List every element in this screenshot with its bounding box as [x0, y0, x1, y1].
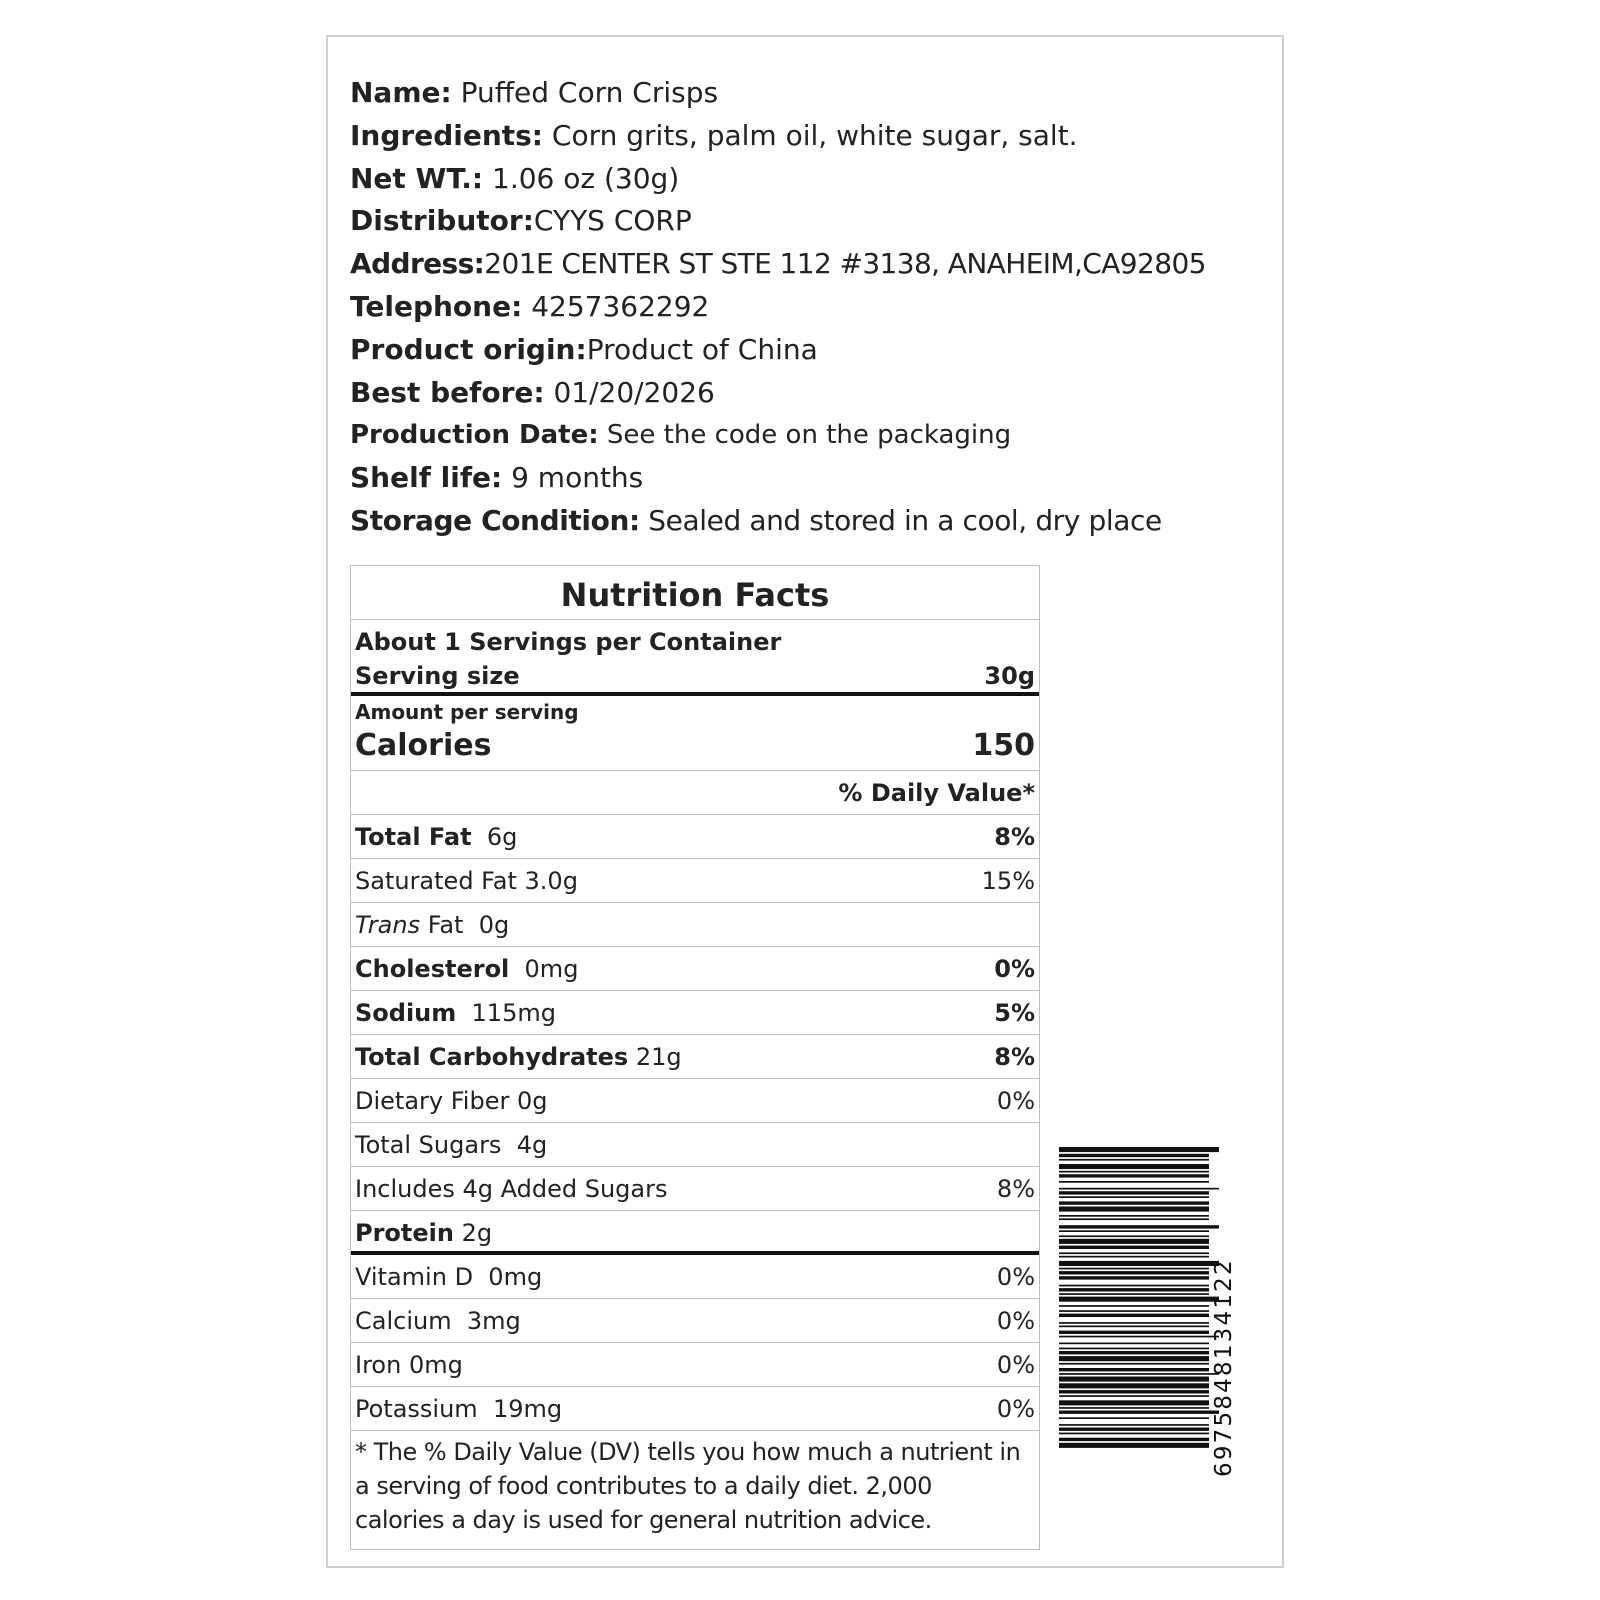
nutrient-label: Fat 0g: [420, 911, 510, 939]
nutrient-row-calcium: [351, 1299, 1039, 1343]
barcode-bar: [1059, 1164, 1209, 1169]
nutrient-label: Cholesterol: [355, 955, 510, 983]
barcode-bar: [1059, 1181, 1209, 1183]
footnote-line: calories a day is used for general nutrition advice.: [355, 1506, 932, 1534]
barcode-bar: [1059, 1395, 1209, 1397]
barcode-bar: [1059, 1191, 1209, 1194]
nutrient-amount: 2g: [453, 1219, 493, 1247]
nutrient-label: Vitamin D 0mg: [355, 1263, 543, 1291]
barcode-bar: [1059, 1443, 1209, 1448]
barcode-bar: [1059, 1331, 1209, 1334]
nutrition-facts-panel: [350, 565, 1040, 1550]
barcode-bar: [1059, 1288, 1209, 1291]
nutrient-row-dietary-fiber: [351, 1079, 1039, 1123]
barcode-bar: [1059, 1174, 1209, 1177]
info-telephone: Telephone: 4257362292: [350, 289, 710, 323]
info-net-weight: Net WT.: 1.06 oz (30g): [350, 161, 680, 195]
barcode-bar: [1059, 1276, 1209, 1279]
nutrient-label: Total Fat: [355, 823, 472, 851]
nutrient-label: Saturated Fat 3.0g: [355, 867, 578, 895]
info-production-date: Production Date: See the code on the packaging: [350, 420, 1012, 451]
barcode-bar: [1059, 1268, 1209, 1270]
info-name: Name: Puffed Corn Crisps: [350, 76, 719, 109]
info-shelf-life: Shelf life: 9 months: [350, 461, 644, 495]
barcode-bar: [1059, 1252, 1209, 1254]
nutrient-row-total-sugars: [351, 1123, 1039, 1167]
barcode-bar: [1059, 1351, 1209, 1354]
barcode-bar: [1059, 1256, 1209, 1258]
nutrient-dv: 0%: [996, 1395, 1035, 1423]
servings-per-container: About 1 Servings per Container: [355, 628, 782, 656]
daily-value-header: % Daily Value*: [838, 779, 1035, 807]
barcode-bar: [1059, 1230, 1209, 1232]
info-best-before: Best before: 01/20/2026: [350, 375, 715, 409]
info-distributor: Distributor:CYYS CORP: [350, 204, 692, 238]
barcode-bar: [1059, 1285, 1209, 1287]
barcode-bar: [1059, 1154, 1209, 1157]
barcode-bar: [1059, 1411, 1219, 1414]
barcode-bar: [1059, 1390, 1209, 1393]
nutrient-row-protein: [351, 1211, 1039, 1255]
nutrient-label: Includes 4g Added Sugars: [355, 1175, 668, 1203]
info-address: Address:201E CENTER ST STE 112 #3138, ANAHEIM,CA92805: [350, 247, 1206, 281]
barcode-bar: [1059, 1433, 1209, 1435]
calories-section: [351, 696, 1039, 771]
barcode-bar: [1059, 1293, 1209, 1295]
nutrient-label: Total Sugars 4g: [355, 1131, 548, 1159]
nutrient-dv: 0%: [996, 1263, 1035, 1291]
nutrient-dv: 8%: [994, 823, 1035, 851]
nutrient-row-vitamin-d: [351, 1255, 1039, 1299]
barcode-bar: [1059, 1261, 1219, 1266]
barcode-bar: [1059, 1218, 1209, 1220]
nutrient-label: Protein: [355, 1219, 454, 1247]
nutrient-label: Potassium 19mg: [355, 1395, 563, 1423]
barcode-bar: [1059, 1271, 1209, 1274]
servings-section: [351, 620, 1039, 696]
nutrient-row-total-fat: [351, 815, 1039, 859]
barcode-bar: [1059, 1235, 1209, 1237]
barcode-bar: [1059, 1383, 1209, 1388]
nutrient-row-trans-fat: [351, 903, 1039, 947]
barcode-digits: 6975848134122: [1211, 1258, 1237, 1477]
nutrient-row-total-carbohydrates: [351, 1035, 1039, 1079]
barcode-bar: [1059, 1400, 1209, 1405]
barcode-bar: [1059, 1171, 1209, 1173]
barcode-bar: [1059, 1438, 1209, 1441]
nutrient-row-cholesterol: [351, 947, 1039, 991]
nutrient-label: Dietary Fiber 0g: [355, 1087, 548, 1115]
amount-per-serving: Amount per serving: [355, 700, 579, 724]
barcode-bar: [1059, 1196, 1209, 1198]
calories-label: Calories: [355, 728, 492, 763]
calories-value: 150: [972, 728, 1035, 763]
info-product-origin: Product origin:Product of China: [350, 332, 818, 366]
barcode-bar: [1059, 1356, 1209, 1361]
barcode-bar: [1059, 1201, 1209, 1204]
barcode-bar: [1059, 1215, 1209, 1217]
nutrient-label: Sodium: [355, 999, 457, 1027]
nutrient-label: Total Carbohydrates: [355, 1043, 629, 1071]
barcode-bar: [1059, 1336, 1219, 1338]
nutrient-dv: 0%: [996, 1087, 1035, 1115]
nutrient-row-saturated-fat: [351, 859, 1039, 903]
nutrient-row-sodium: [351, 991, 1039, 1035]
barcode-bar: [1059, 1377, 1209, 1382]
barcode-bar: [1059, 1188, 1219, 1190]
barcode-bar: [1059, 1373, 1219, 1375]
barcode-bar: [1059, 1225, 1219, 1228]
product-label: [326, 35, 1284, 1568]
barcode-bar: [1059, 1348, 1209, 1350]
barcode-bar: [1059, 1363, 1209, 1365]
nutrient-label: Iron 0mg: [355, 1351, 463, 1379]
barcode-bar: [1059, 1314, 1209, 1317]
daily-value-footnote: [351, 1431, 1039, 1537]
barcode: [1059, 1147, 1249, 1477]
daily-value-header-row: [351, 771, 1039, 815]
barcode-bar: [1059, 1207, 1209, 1212]
barcode-bar: [1059, 1159, 1209, 1161]
barcode-bar: [1059, 1368, 1209, 1371]
nutrient-dv: 0%: [996, 1307, 1035, 1335]
nutrient-row-potassium: [351, 1387, 1039, 1431]
footnote-line: * The % Daily Value (DV) tells you how much a nutrient in: [355, 1438, 1021, 1466]
nutrient-dv: 0%: [996, 1351, 1035, 1379]
barcode-bar: [1059, 1343, 1209, 1345]
nutrient-amount: 6g: [471, 823, 518, 851]
barcode-bars: [1059, 1147, 1219, 1448]
serving-size-value: 30g: [984, 662, 1035, 690]
nutrient-amount: 0mg: [509, 955, 579, 983]
barcode-bar: [1059, 1246, 1209, 1249]
serving-size-label: Serving size: [355, 662, 520, 690]
nutrient-row-added-sugars: [351, 1167, 1039, 1211]
barcode-bar: [1059, 1428, 1209, 1431]
barcode-bar: [1059, 1310, 1209, 1312]
nutrient-label: Calcium 3mg: [355, 1307, 521, 1335]
nutrient-row-iron: [351, 1343, 1039, 1387]
footnote-line: a serving of food contributes to a daily diet. 2,000: [355, 1472, 932, 1500]
barcode-bar: [1059, 1417, 1209, 1419]
product-info: [350, 73, 1270, 544]
nutrient-dv: 0%: [994, 955, 1035, 983]
nutrient-dv: 5%: [994, 999, 1035, 1027]
nutrient-dv: 8%: [994, 1043, 1035, 1071]
info-storage-condition: Storage Condition: Sealed and stored in a cool, dry place: [350, 503, 1162, 537]
nutrition-facts-title: Nutrition Facts: [351, 566, 1039, 620]
barcode-bar: [1059, 1239, 1209, 1244]
barcode-bar: [1059, 1322, 1209, 1324]
nutrient-dv: 15%: [981, 867, 1035, 895]
barcode-bar: [1059, 1424, 1209, 1426]
nutrient-dv: 8%: [996, 1175, 1035, 1203]
info-ingredients: Ingredients: Corn grits, palm oil, white sugar, salt.: [350, 118, 1078, 152]
barcode-bar: [1059, 1407, 1209, 1409]
nutrient-amount: 115mg: [456, 999, 556, 1027]
nutrient-amount: 21g: [628, 1043, 682, 1071]
barcode-bar: [1059, 1326, 1209, 1328]
barcode-bar: [1059, 1147, 1219, 1152]
nutrient-label-italic: Trans: [355, 911, 421, 939]
barcode-bar: [1059, 1305, 1209, 1307]
barcode-bar: [1059, 1297, 1219, 1302]
